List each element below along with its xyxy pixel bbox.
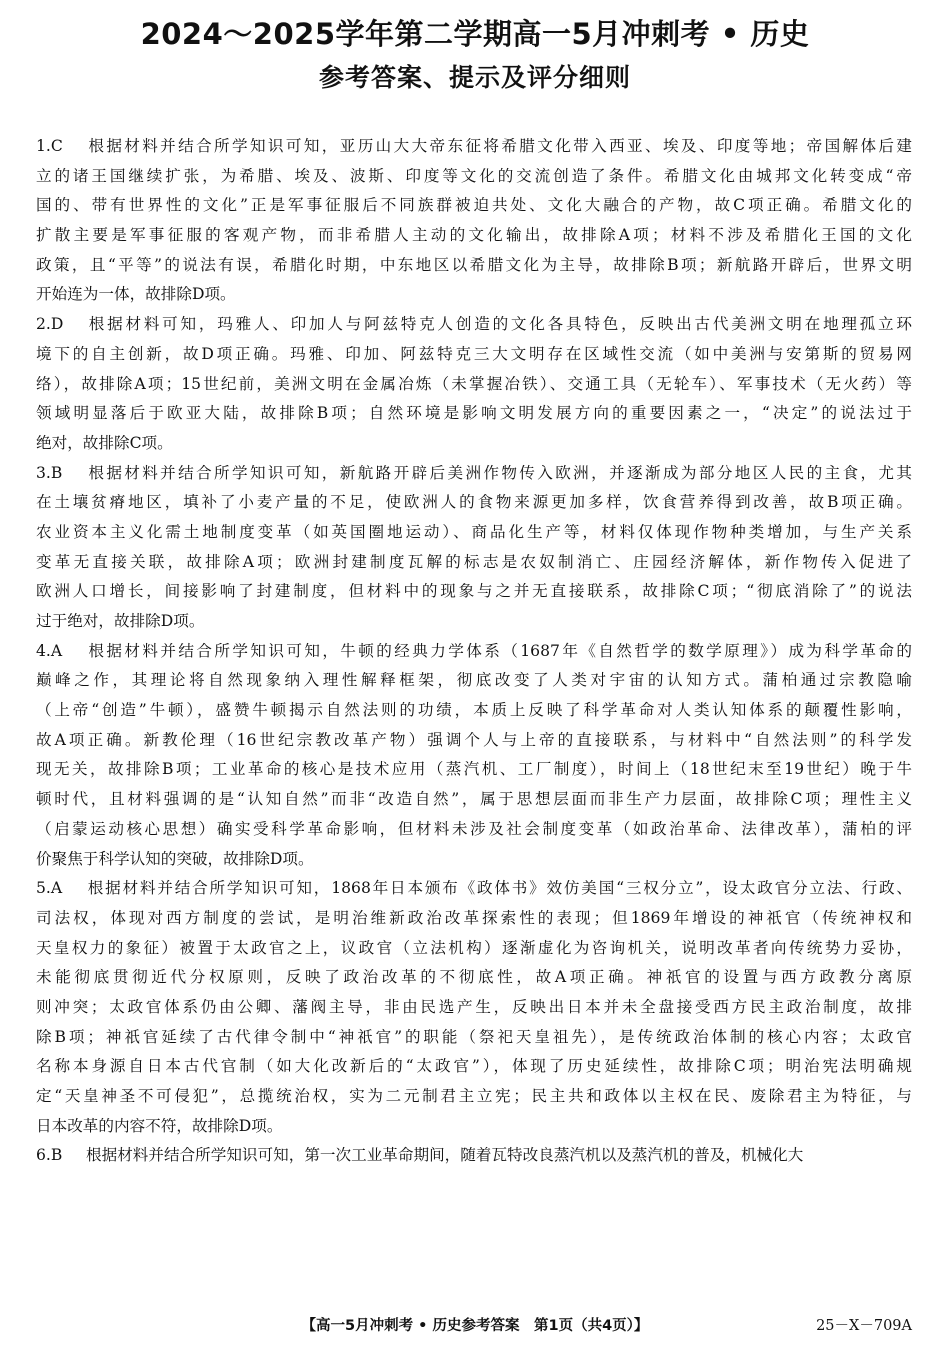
answer-text: （启蒙运动核心思想）确实受科学革命影响，但材料未涉及社会制度变革（如政治革命、法律改革），蒲柏的评 (36, 819, 912, 838)
answer-text: 除B项；神祇官延续了古代律令制中“神祇官”的职能（祭祀天皇祖先），是传统政治体制的核心内容；太政官 (36, 1027, 912, 1046)
answer-text: 根据材料并结合所学知识可知，第一次工业革命期间，随着瓦特改良蒸汽机以及蒸汽机的普及，机械化大 (86, 1146, 804, 1165)
answer-text: 根据材料并结合所学知识可知，亚历山大大帝东征将希腊文化带入西亚、埃及、印度等地；帝国解体后建 (86, 137, 912, 155)
footer-page-info: 【高一5月冲刺考 • 历史参考答案 第1页（共4页）】 (301, 1318, 649, 1334)
answer-line (36, 488, 912, 518)
answer-line (36, 221, 912, 251)
answer-text: 过于绝对，故排除D项。 (36, 612, 205, 630)
answer-text: 扩散主要是军事征服的客观产物，而非希腊人主动的文化输出，故排除A项；材料不涉及希腊化王国的文化 (36, 226, 912, 245)
page-title: 2024～2025学年第二学期高一5月冲刺考 • 历史 (140, 17, 810, 51)
answer-line (36, 874, 912, 904)
answer-text: 政策，且“平等”的说法有误，希腊化时期，中东地区以希腊文化为主导，故排除B项；新航路开辟后，世界文明 (36, 255, 912, 274)
answer-line (36, 904, 912, 934)
answer-text: 境下的自主创新，故D项正确。玛雅、印加、阿兹特克三大文明存在区域性交流（如中美洲与安第斯的贸易网 (36, 344, 912, 363)
answer-text: 故A项正确。新教伦理（16世纪宗教改革产物）强调个人与上帝的直接联系，与材料中“自然法则”的科学发 (36, 730, 912, 749)
answer-line (36, 1082, 912, 1112)
answer-text: 络），故排除A项；15世纪前，美洲文明在金属冶炼（未掌握冶铁）、交通工具（无轮车）、军事技术（无火药）等 (36, 374, 912, 393)
answer-line (36, 370, 912, 400)
answer-item (36, 1141, 912, 1171)
answer-line (36, 548, 912, 578)
answer-line (36, 993, 912, 1023)
footer-paper-code: 25－X－709A (816, 1318, 912, 1334)
answer-line (36, 162, 912, 192)
answer-text: 定“天皇神圣不可侵犯”，总揽统治权，实为二元制君主立宪；民主共和政体以主权在民、废除君主为特征，与 (36, 1087, 912, 1105)
page-footer (0, 1314, 950, 1338)
answer-line (36, 934, 912, 964)
answer-text: 欧洲人口增长，间接影响了封建制度，但材料中的现象与之并无直接联系，故排除C项；“彻底消除了”的说法 (36, 582, 912, 601)
answer-list (36, 132, 912, 1171)
answer-line (36, 399, 912, 429)
answer-line (36, 577, 912, 607)
answer-line (36, 340, 912, 370)
answer-text: 开始连为一体，故排除D项。 (36, 285, 236, 304)
answer-line (36, 963, 912, 993)
answer-item (36, 874, 912, 1141)
answer-line (36, 132, 912, 162)
answer-label: 1.C (36, 137, 63, 155)
answer-text: 价聚焦于科学认知的突破，故排除D项。 (36, 849, 314, 868)
answer-line (36, 251, 912, 281)
answer-line (36, 429, 912, 459)
answer-label: 5.A (36, 879, 63, 898)
answer-line (36, 1141, 912, 1171)
answer-text: 天皇权力的象征）被置于太政官之上，议政官（立法机构）逐渐虚化为咨询机关，说明改革者向传统势力妥协， (36, 938, 912, 957)
answer-item (36, 637, 912, 875)
answer-line (36, 459, 912, 489)
answer-text: 巅峰之作，其理论将自然现象纳入理性解释框架，彻底改变了人类对宇宙的认知方式。蒲柏通过宗教隐喻 (36, 671, 912, 690)
answer-line (36, 518, 912, 548)
answer-line (36, 637, 912, 667)
answer-line (36, 310, 912, 340)
answer-text: 根据材料并结合所学知识可知，新航路开辟后美洲作物传入欧洲，并逐渐成为部分地区人民的主食，尤其 (86, 463, 912, 482)
answer-line (36, 815, 912, 845)
answer-line (36, 1023, 912, 1053)
answer-text: 未能彻底贯彻近代分权原则，反映了政治改革的不彻底性，故A项正确。神祇官的设置与西方政教分离原 (36, 968, 912, 987)
answer-line (36, 607, 912, 637)
answer-line (36, 666, 912, 696)
answer-text: 根据材料可知，玛雅人、印加人与阿兹特克人创造的文化各具特色，反映出古代美洲文明在地理孤立环 (86, 315, 912, 334)
answer-text: 国的、带有世界性的文化”正是军事征服后不同族群被迫共处、文化大融合的产物，故C项正确。希腊文化的 (36, 196, 912, 215)
answer-line (36, 191, 912, 221)
page-subtitle: 参考答案、提示及评分细则 (318, 63, 631, 92)
answer-text: 绝对，故排除C项。 (36, 433, 173, 452)
answer-text: 领域明显落后于欧亚大陆，故排除B项；自然环境是影响文明发展方向的重要因素之一，“决定”的说法过于 (36, 404, 912, 423)
answer-text: 名称本身源自日本古代官制（如大化改新后的“太政官”），体现了历史延续性，故排除C项；明治宪法明确规 (36, 1057, 912, 1076)
answer-label: 3.B (36, 463, 63, 482)
answer-text: 根据材料并结合所学知识可知，牛顿的经典力学体系（1687年《自然哲学的数学原理》）成为科学革命的 (86, 641, 912, 660)
answer-item (36, 132, 912, 310)
answer-line (36, 845, 912, 875)
answer-text: （上帝“创造”牛顿），盛赞牛顿揭示自然法则的功绩，本质上反映了科学革命对人类认知体系的颠覆性影响， (36, 701, 912, 720)
answer-line (36, 755, 912, 785)
answer-label: 2.D (36, 315, 64, 334)
answer-text: 现无关，故排除B项；工业革命的核心是技术应用（蒸汽机、工厂制度），时间上（18世纪末至19世纪）晚于牛 (36, 760, 912, 779)
answer-item (36, 459, 912, 637)
answer-line (36, 785, 912, 815)
answer-line (36, 1052, 912, 1082)
answer-text: 司法权，体现对西方制度的尝试，是明治维新政治改革探索性的表现；但1869年增设的神祇官（传统神权和 (36, 908, 912, 927)
answer-text: 则冲突；太政官体系仍由公卿、藩阀主导，非由民选产生，反映出日本并未全盘接受西方民主政治制度，故排 (36, 997, 912, 1016)
answer-line (36, 1112, 912, 1142)
answer-line (36, 726, 912, 756)
answer-text: 立的诸王国继续扩张，为希腊、埃及、波斯、印度等文化的交流创造了条件。希腊文化由城邦文化转变成“帝 (36, 166, 912, 185)
answer-label: 6.B (36, 1146, 63, 1165)
answer-text: 顿时代，且材料强调的是“认知自然”而非“改造自然”，属于思想层面而非生产力层面，故排除C项；理性主义 (36, 790, 912, 809)
answer-text: 根据材料并结合所学知识可知，1868年日本颁布《政体书》效仿美国“三权分立”，设太政官分立法、行政、 (86, 879, 912, 898)
answer-text: 日本改革的内容不符，故排除D项。 (36, 1116, 283, 1135)
answer-line (36, 696, 912, 726)
answer-text: 农业资本主义化需土地制度变革（如英国圈地运动）、商品化生产等，材料仅体现作物种类增加，与生产关系 (36, 522, 912, 541)
answer-label: 4.A (36, 641, 63, 660)
answer-item (36, 310, 912, 458)
answer-text: 在土壤贫瘠地区，填补了小麦产量的不足，使欧洲人的食物来源更加多样，饮食营养得到改善，故B项正确。 (36, 493, 912, 512)
answer-line (36, 280, 912, 310)
answer-text: 变革无直接关联，故排除A项；欧洲封建制度瓦解的标志是农奴制消亡、庄园经济解体，新作物传入促进了 (36, 552, 912, 571)
